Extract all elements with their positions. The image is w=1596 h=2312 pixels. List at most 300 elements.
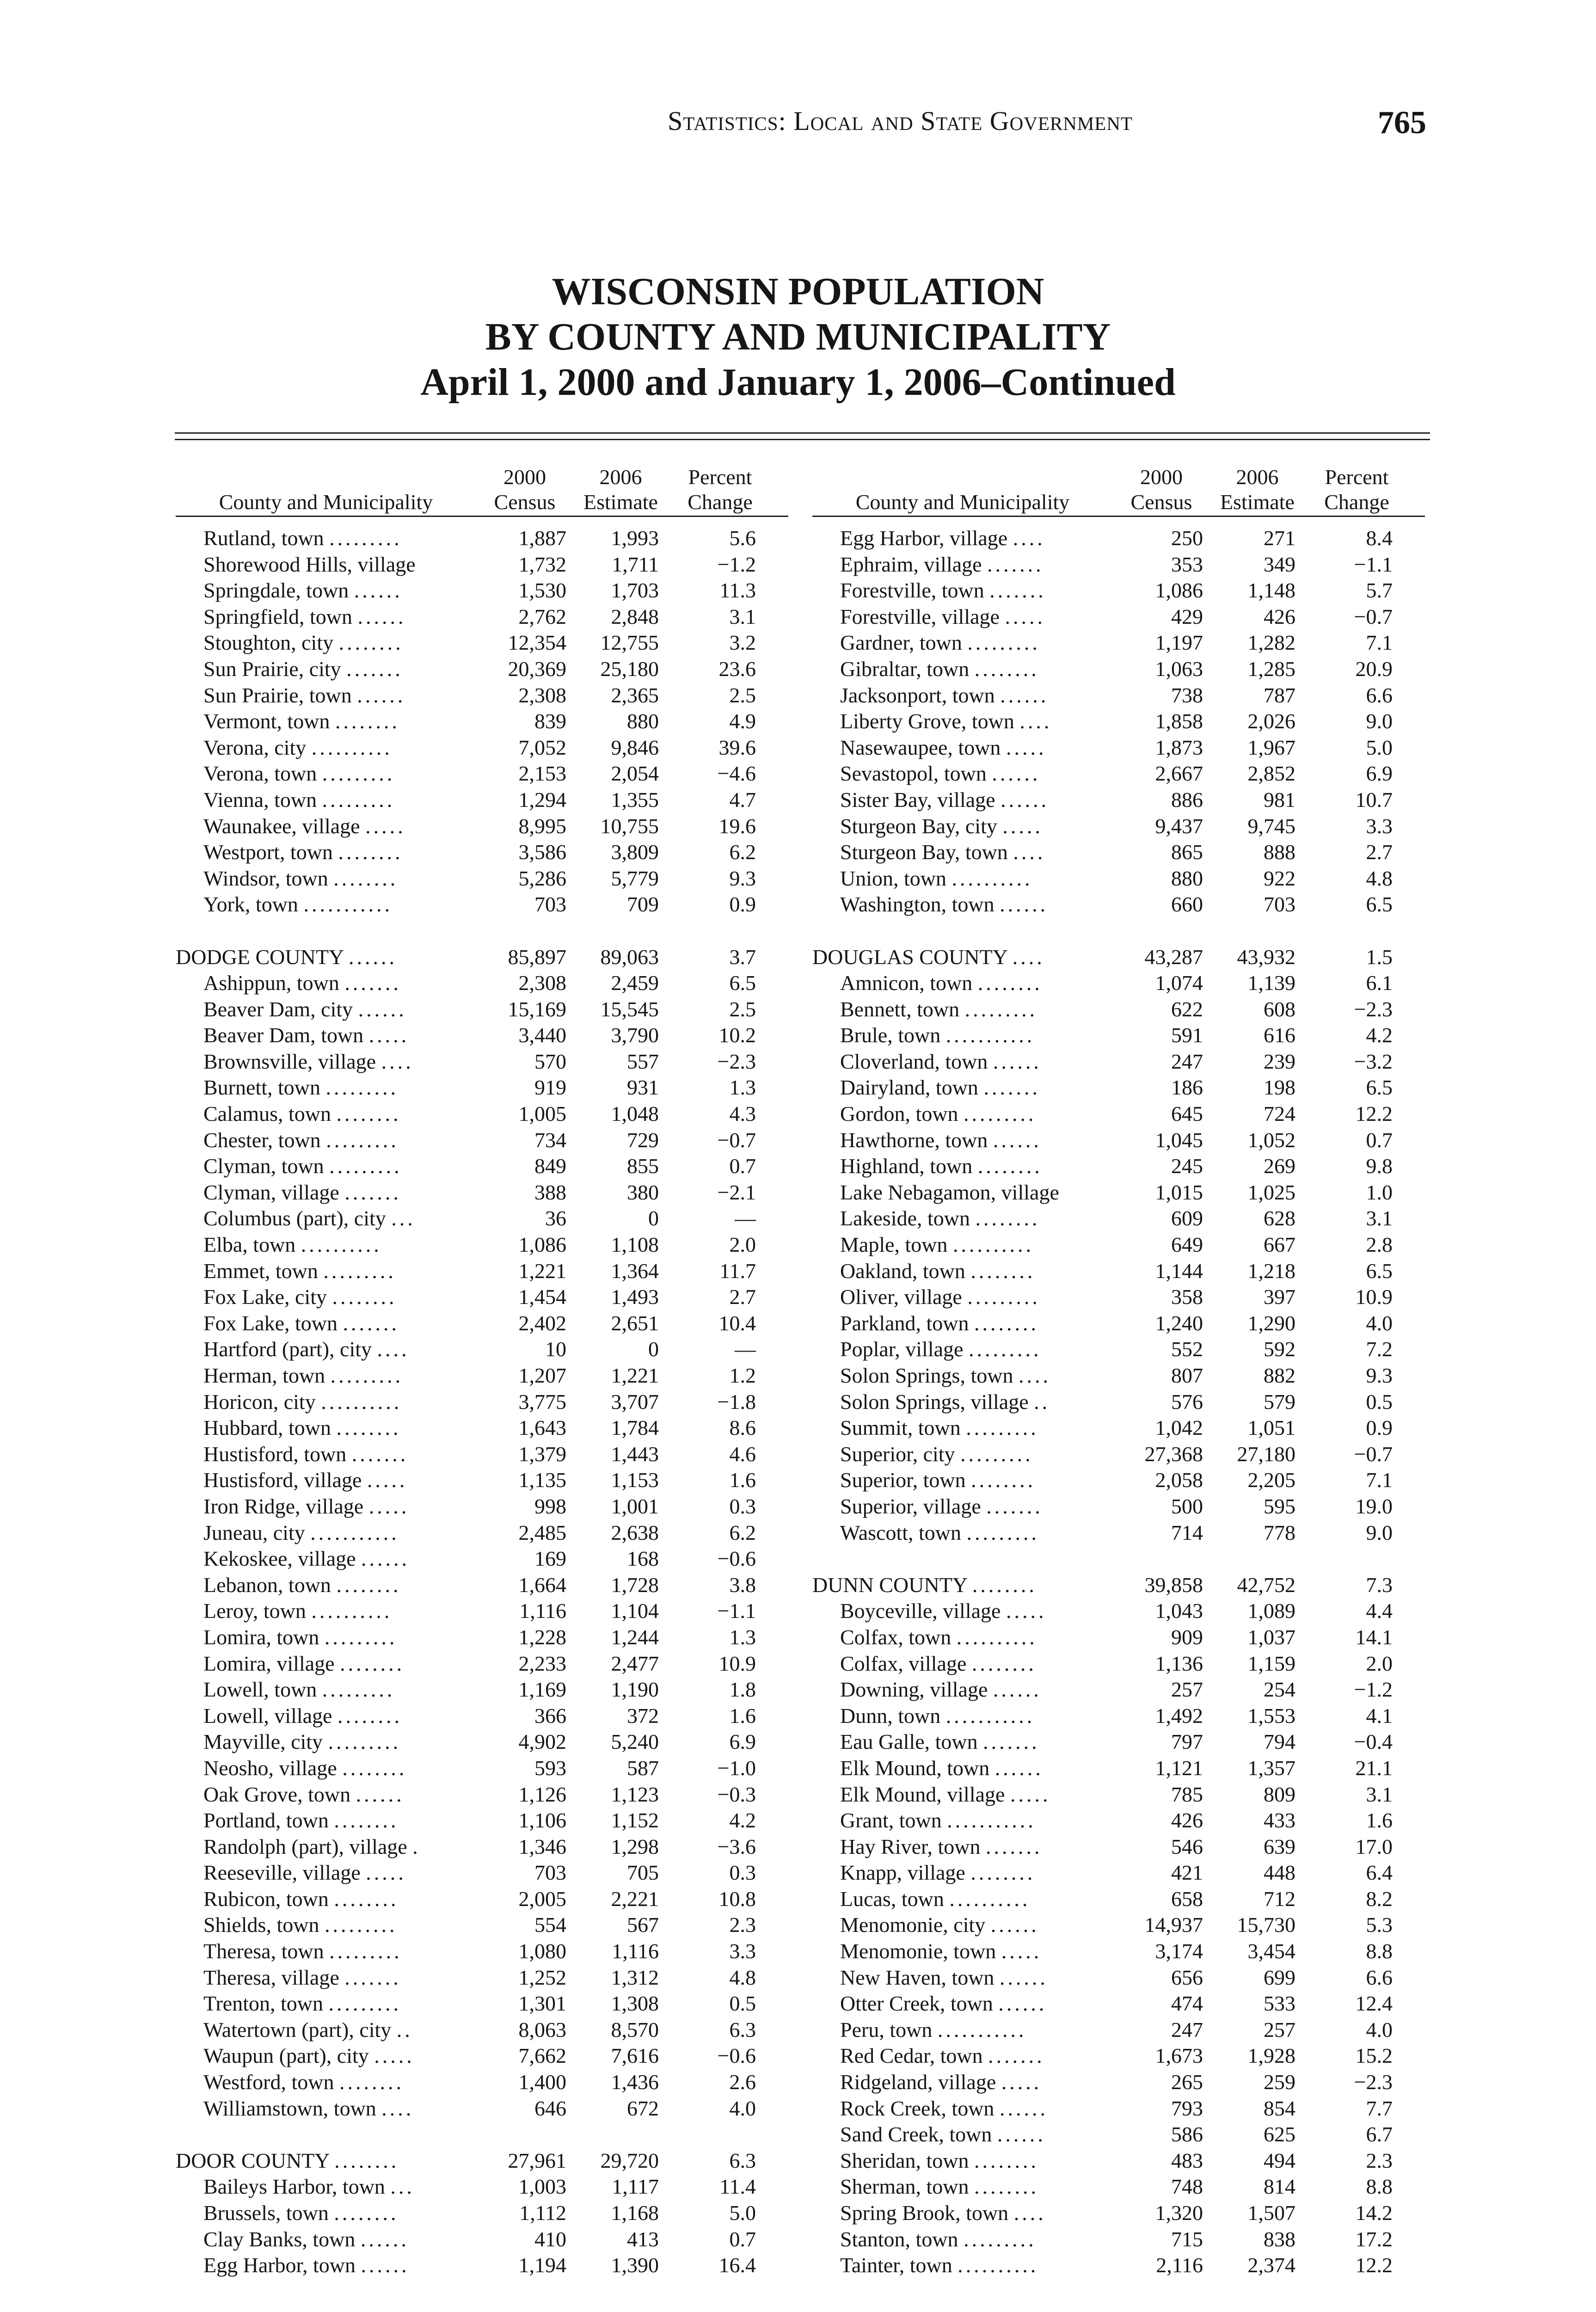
dot-leader: ..... [1001, 2070, 1042, 2094]
estimate-2006-value: 880 [627, 709, 659, 733]
percent-change-value: 8.8 [1366, 2175, 1393, 2199]
estimate-2006-value: 1,152 [611, 1808, 659, 1832]
census-2000-value: 85,897 [508, 945, 566, 969]
table-row [812, 1284, 1425, 1310]
municipality-label: DOOR COUNTY [176, 2148, 329, 2172]
municipality-label: Juneau, city [203, 1520, 305, 1544]
municipality-label: Sherman, town [840, 2175, 969, 2199]
municipality-label: Rubicon, town [203, 1887, 329, 1911]
census-2000-value: 1,673 [1155, 2044, 1203, 2068]
census-2000-value: 1,136 [1155, 1651, 1203, 1675]
municipality-label: Neosho, village [203, 1756, 337, 1780]
estimate-2006-value: 1,168 [611, 2201, 659, 2225]
percent-change-value: 1.3 [729, 1625, 756, 1649]
municipality-name [203, 1494, 467, 1520]
municipality-name [840, 1651, 1104, 1677]
dot-leader: ....... [344, 1965, 401, 1989]
dot-leader: ..... [366, 1861, 406, 1885]
census-2000-value: 807 [1171, 1364, 1203, 1387]
title-line-2: BY COUNTY AND MUNICIPALITY [485, 315, 1111, 358]
census-2000-value: 660 [1171, 892, 1203, 916]
municipality-label: Lomira, village [203, 1651, 335, 1675]
municipality-name [203, 1232, 467, 1258]
dot-leader: .... [1019, 709, 1052, 733]
table-row [812, 1755, 1425, 1782]
census-2000-value: 15,169 [508, 997, 566, 1021]
municipality-label: Lomira, town [203, 1625, 319, 1649]
municipality-label: DOUGLAS COUNTY [812, 945, 1007, 969]
municipality-label: Mayville, city [203, 1730, 323, 1754]
table-row [176, 1153, 788, 1180]
dot-leader: ........ [334, 2148, 399, 2172]
census-2000-value: 1,144 [1155, 1259, 1203, 1283]
table-row [812, 1494, 1425, 1520]
census-2000-value: 748 [1171, 2175, 1203, 2199]
census-2000-value: 20,369 [508, 657, 566, 681]
municipality-label: Portland, town [203, 1808, 329, 1832]
dot-leader: ......... [323, 1259, 396, 1283]
municipality-label: Forestville, town [840, 578, 984, 603]
census-2000-value: 39,858 [1144, 1573, 1203, 1597]
table-row [176, 1205, 788, 1232]
percent-change-value: 5.0 [1366, 735, 1393, 759]
municipality-label: DUNN COUNTY [812, 1573, 967, 1597]
municipality-name [840, 1101, 1104, 1127]
municipality-label: Leroy, town [203, 1599, 306, 1623]
municipality-label: Grant, town [840, 1808, 942, 1832]
census-2000-value: 9,437 [1155, 814, 1203, 838]
table-row [176, 1546, 788, 1572]
municipality-name [203, 1572, 467, 1599]
municipality-label: Calamus, town [203, 1102, 331, 1126]
census-2000-value: 1,454 [518, 1285, 566, 1309]
municipality-label: Sturgeon Bay, city [840, 814, 997, 838]
municipality-name [203, 1938, 467, 1965]
estimate-2006-value: 1,493 [611, 1285, 659, 1309]
municipality-label: Waupun (part), city [203, 2044, 369, 2068]
municipality-name [840, 1022, 1104, 1049]
census-2000-value: 1,294 [518, 787, 566, 812]
dot-leader: ...... [358, 997, 407, 1021]
table-row [812, 2200, 1425, 2226]
census-2000-value: 3,440 [518, 1023, 566, 1047]
percent-change-value: 4.1 [1366, 1703, 1393, 1728]
census-2000-value: 1,228 [518, 1625, 566, 1649]
municipality-name [840, 761, 1104, 787]
census-2000-value: 1,003 [518, 2175, 566, 2199]
municipality-label: Egg Harbor, town [203, 2253, 356, 2277]
municipality-name [840, 683, 1104, 709]
municipality-label: Cloverland, town [840, 1049, 988, 1073]
census-2000-value: 714 [1171, 1520, 1203, 1544]
estimate-2006-value: 27,180 [1237, 1442, 1295, 1466]
municipality-name [840, 552, 1104, 578]
estimate-2006-value: 778 [1264, 1520, 1295, 1544]
estimate-2006-value: 1,153 [611, 1468, 659, 1492]
municipality-label: Clay Banks, town [203, 2227, 356, 2251]
percent-change-value: 4.6 [729, 1442, 756, 1466]
percent-change-value: −3.6 [717, 1834, 756, 1858]
census-2000-value: 1,063 [1155, 657, 1203, 681]
census-2000-value: 10 [545, 1337, 566, 1361]
census-2000-value: 703 [534, 1861, 566, 1885]
table-header [176, 458, 788, 517]
estimate-2006-value: 592 [1264, 1337, 1295, 1361]
estimate-2006-value: 1,123 [611, 1782, 659, 1806]
municipality-label: Rock Creek, town [840, 2096, 994, 2120]
dot-leader: ...... [998, 1992, 1047, 2016]
municipality-name [203, 1965, 467, 1991]
municipality-label: Stoughton, city [203, 631, 334, 655]
table-row [176, 1624, 788, 1651]
estimate-2006-value: 1,298 [611, 1834, 659, 1858]
census-2000-value: 715 [1171, 2227, 1203, 2251]
dot-leader: ......... [325, 1076, 399, 1100]
census-2000-value: 1,169 [518, 1678, 566, 1702]
municipality-label: Beaver Dam, town [203, 1023, 364, 1047]
table-row [812, 1022, 1425, 1049]
table-row [176, 839, 788, 866]
municipality-label: Superior, village [840, 1494, 981, 1518]
census-2000-value: 609 [1171, 1206, 1203, 1230]
dot-leader: ......... [967, 631, 1040, 655]
census-2000-value: 1,301 [518, 1992, 566, 2016]
running-head: Statistics: Local and State Government [668, 106, 1133, 136]
municipality-name [203, 892, 467, 918]
percent-change-value: 0.3 [729, 1494, 756, 1518]
census-2000-value: 593 [534, 1756, 566, 1780]
dot-leader: ...... [990, 1913, 1039, 1937]
section-gap [176, 2121, 788, 2148]
estimate-2006-value: 5,240 [611, 1730, 659, 1754]
estimate-2006-value: 433 [1264, 1808, 1295, 1832]
percent-change-value: 3.8 [729, 1573, 756, 1597]
table-row [176, 1389, 788, 1415]
census-2000-value: 1,074 [1155, 971, 1203, 995]
census-2000-value: 1,221 [518, 1259, 566, 1283]
header-census: 2000 Census [1130, 465, 1192, 514]
municipality-label: Solon Springs, town [840, 1364, 1013, 1387]
dot-leader: ...... [994, 1756, 1044, 1780]
dot-leader: .......... [301, 1233, 382, 1257]
table-row [176, 2174, 788, 2200]
estimate-2006-value: 198 [1264, 1076, 1295, 1100]
dot-leader: ........ [340, 1651, 405, 1675]
municipality-name [840, 2121, 1104, 2148]
municipality-name [840, 1860, 1104, 1886]
dot-leader: ..... [1002, 814, 1043, 838]
census-2000-value: 8,995 [518, 814, 566, 838]
dot-leader: ......... [329, 1154, 402, 1178]
estimate-2006-value: 703 [1264, 892, 1295, 916]
percent-change-value: 19.0 [1355, 1494, 1393, 1518]
percent-change-value: 9.0 [1366, 1520, 1393, 1544]
table-row [176, 866, 788, 892]
municipality-label: Shields, town [203, 1913, 319, 1937]
dot-leader: ...... [993, 1678, 1042, 1702]
percent-change-value: 0.7 [1366, 1128, 1393, 1152]
county-row [176, 944, 788, 971]
municipality-name [840, 2174, 1104, 2200]
table-row [176, 708, 788, 735]
municipality-name [840, 2043, 1104, 2069]
dot-leader: ......... [322, 1678, 395, 1702]
percent-change-value: 14.1 [1355, 1625, 1393, 1649]
percent-change-value: 10.2 [718, 1023, 756, 1047]
table-row [176, 813, 788, 840]
table-row [812, 1624, 1425, 1651]
table-row [176, 2043, 788, 2069]
percent-change-value: 8.2 [1366, 1887, 1393, 1911]
estimate-2006-value: 10,755 [600, 814, 659, 838]
dot-leader: ......... [330, 1364, 404, 1387]
dot-leader: ........ [342, 1756, 407, 1780]
municipality-name [840, 1520, 1104, 1546]
municipality-label: Kekoskee, village [203, 1547, 356, 1571]
dot-leader: ....... [989, 578, 1046, 603]
estimate-2006-value: 787 [1264, 683, 1295, 707]
dot-leader: ......... [966, 1520, 1040, 1544]
dot-leader: ..... [1006, 1599, 1047, 1623]
percent-change-value: 2.0 [729, 1233, 756, 1257]
dot-leader: ......... [967, 1285, 1040, 1309]
table-row [176, 1991, 788, 2017]
estimate-2006-value: 709 [627, 892, 659, 916]
census-2000-value: 7,662 [518, 2044, 566, 2068]
census-2000-value: 2,058 [1155, 1468, 1203, 1492]
percent-change-value: 6.6 [1366, 1965, 1393, 1989]
municipality-label: Verona, town [203, 762, 317, 786]
estimate-2006-value: 1,355 [611, 787, 659, 812]
municipality-name [840, 1467, 1104, 1494]
percent-change-value: 1.6 [729, 1703, 756, 1728]
municipality-label: Otter Creek, town [840, 1992, 993, 2016]
municipality-label: Knapp, village [840, 1861, 965, 1885]
table-row [176, 1912, 788, 1938]
municipality-label: Theresa, village [203, 1965, 339, 1989]
table-row [812, 1598, 1425, 1624]
census-2000-value: 1,887 [518, 526, 566, 550]
estimate-2006-value: 0 [648, 1206, 659, 1230]
percent-change-value: 2.7 [729, 1285, 756, 1309]
municipality-label: Egg Harbor, village [840, 526, 1008, 550]
municipality-name [203, 1860, 467, 1886]
estimate-2006-value: 838 [1264, 2227, 1295, 2251]
municipality-name [203, 1677, 467, 1703]
municipality-name [840, 1049, 1104, 1075]
table-left [176, 458, 788, 2279]
table-row [812, 1101, 1425, 1127]
percent-change-value: 16.4 [718, 2253, 756, 2277]
estimate-2006-value: 257 [1264, 2017, 1295, 2041]
municipality-name [840, 787, 1104, 813]
census-2000-value: 426 [1171, 1808, 1203, 1832]
census-2000-value: 554 [534, 1913, 566, 1937]
municipality-name [840, 1127, 1104, 1154]
table-row [176, 787, 788, 813]
dot-leader: ........ [970, 1861, 1036, 1885]
percent-change-value: 1.8 [729, 1678, 756, 1702]
table-row [812, 2096, 1425, 2122]
municipality-label: Colfax, village [840, 1651, 967, 1675]
census-2000-value: 1,207 [518, 1364, 566, 1387]
municipality-name [203, 996, 467, 1023]
municipality-label: Columbus (part), city [203, 1206, 386, 1230]
census-2000-value: 353 [1171, 552, 1203, 576]
county-name [812, 1572, 1104, 1599]
percent-change-value: 6.9 [729, 1730, 756, 1754]
table-row [812, 1467, 1425, 1494]
dot-leader: ...... [997, 2122, 1046, 2146]
municipality-name [203, 866, 467, 892]
percent-change-value: 7.1 [1366, 631, 1393, 655]
municipality-label: Lebanon, town [203, 1573, 331, 1597]
estimate-2006-value: 882 [1264, 1364, 1295, 1387]
municipality-name [840, 1624, 1104, 1651]
percent-change-value: 3.1 [1366, 1206, 1393, 1230]
municipality-label: Horicon, city [203, 1390, 316, 1414]
municipality-name [203, 2200, 467, 2226]
municipality-label: Sand Creek, town [840, 2122, 992, 2146]
table-row [176, 892, 788, 918]
estimate-2006-value: 705 [627, 1861, 659, 1885]
table-row [176, 1467, 788, 1494]
table-row [812, 1808, 1425, 1834]
census-2000-value: 1,346 [518, 1834, 566, 1858]
estimate-2006-value: 3,790 [611, 1023, 659, 1047]
dot-leader: ........ [339, 2070, 404, 2094]
municipality-name [840, 892, 1104, 918]
municipality-label: Highland, town [840, 1154, 973, 1178]
table-row [812, 578, 1425, 604]
dot-leader: ........ [337, 1703, 402, 1728]
dot-leader: .......... [951, 866, 1033, 890]
percent-change-value: −3.2 [1354, 1049, 1393, 1073]
table-row [812, 656, 1425, 683]
percent-change-value: 2.8 [1366, 1233, 1393, 1257]
census-2000-value: 1,873 [1155, 735, 1203, 759]
estimate-2006-value: 699 [1264, 1965, 1295, 1989]
municipality-label: Menomonie, city [840, 1913, 986, 1937]
estimate-2006-value: 5,779 [611, 866, 659, 890]
estimate-2006-value: 1,357 [1247, 1756, 1295, 1780]
census-2000-value: 1,042 [1155, 1416, 1203, 1440]
dot-leader: .......... [321, 1390, 402, 1414]
percent-change-value: 3.7 [729, 945, 756, 969]
percent-change-value: 12.2 [1355, 2253, 1393, 2277]
municipality-label: Peru, town [840, 2017, 933, 2041]
percent-change-value: 2.3 [729, 1913, 756, 1937]
census-2000-value: 1,080 [518, 1939, 566, 1963]
municipality-name [840, 1677, 1104, 1703]
dot-leader: ...... [354, 578, 403, 603]
table-row [176, 1808, 788, 1834]
municipality-name [840, 2096, 1104, 2122]
estimate-2006-value: 29,720 [600, 2148, 659, 2172]
municipality-name [840, 1965, 1104, 1991]
percent-change-value: −4.6 [717, 762, 756, 786]
dot-leader: ......... [966, 1416, 1039, 1440]
percent-change-value: 6.5 [1366, 1076, 1393, 1100]
percent-change-value: 3.3 [729, 1939, 756, 1963]
estimate-2006-value: 854 [1264, 2096, 1295, 2120]
municipality-name [203, 1598, 467, 1624]
dot-leader: ......... [329, 526, 402, 550]
table-row [812, 1520, 1425, 1546]
estimate-2006-value: 494 [1264, 2148, 1295, 2172]
municipality-name [840, 1232, 1104, 1258]
estimate-2006-value: 625 [1264, 2122, 1295, 2146]
dot-leader: ........ [333, 866, 399, 890]
estimate-2006-value: 1,308 [611, 1992, 659, 2016]
census-2000-value: 1,664 [518, 1573, 566, 1597]
percent-change-value: 4.0 [729, 2096, 756, 2120]
municipality-name [203, 2174, 467, 2200]
municipality-label: Shorewood Hills, village [203, 552, 416, 576]
percent-change-value: 4.2 [1366, 1023, 1393, 1047]
percent-change-value: 0.3 [729, 1861, 756, 1885]
municipality-name [840, 1441, 1104, 1468]
dot-leader: ......... [329, 1939, 402, 1963]
census-2000-value: 186 [1171, 1076, 1203, 1100]
percent-change-value: 12.4 [1355, 1992, 1393, 2016]
county-name [812, 944, 1104, 971]
dot-leader: .. [396, 2017, 413, 2041]
estimate-2006-value: 168 [627, 1547, 659, 1571]
table-row [812, 1180, 1425, 1206]
municipality-name [203, 630, 467, 656]
dot-leader: .......... [953, 1233, 1034, 1257]
table-row [812, 708, 1425, 735]
dot-leader: ......... [328, 1992, 401, 2016]
dot-leader: ....... [986, 1834, 1043, 1858]
percent-change-value: 2.0 [1366, 1651, 1393, 1675]
estimate-2006-value: 2,374 [1247, 2253, 1295, 2277]
census-2000-value: 1,858 [1155, 709, 1203, 733]
percent-change-value: 8.6 [729, 1416, 756, 1440]
census-2000-value: 2,485 [518, 1520, 566, 1544]
dot-leader: ..... [374, 2044, 415, 2068]
census-2000-value: 500 [1171, 1494, 1203, 1518]
census-2000-value: 27,368 [1144, 1442, 1203, 1466]
percent-change-value: 6.3 [729, 2148, 756, 2172]
percent-change-value: 2.5 [729, 683, 756, 707]
municipality-name [203, 2017, 467, 2043]
municipality-label: Waunakee, village [203, 814, 360, 838]
percent-change-value: 6.1 [1366, 971, 1393, 995]
table-row [812, 552, 1425, 578]
census-2000-value: 388 [534, 1180, 566, 1204]
census-2000-value: 366 [534, 1703, 566, 1728]
dot-leader: ....... [987, 552, 1044, 576]
table-row [176, 1782, 788, 1808]
dot-leader: ........ [975, 1206, 1040, 1230]
estimate-2006-value: 9,846 [611, 735, 659, 759]
census-2000-value: 1,086 [518, 1233, 566, 1257]
municipality-name [840, 525, 1104, 552]
municipality-label: Brule, town [840, 1023, 941, 1047]
municipality-name [840, 839, 1104, 866]
estimate-2006-value: 372 [627, 1703, 659, 1728]
municipality-label: Sun Prairie, town [203, 683, 352, 707]
estimate-2006-value: 2,477 [611, 1651, 659, 1675]
dot-leader: ..... [368, 1023, 410, 1047]
percent-change-value: 11.3 [719, 578, 756, 603]
municipality-label: Ephraim, village [840, 552, 982, 576]
percent-change-value: –– [735, 1206, 756, 1230]
census-2000-value: 169 [534, 1547, 566, 1571]
table-row [812, 1965, 1425, 1991]
